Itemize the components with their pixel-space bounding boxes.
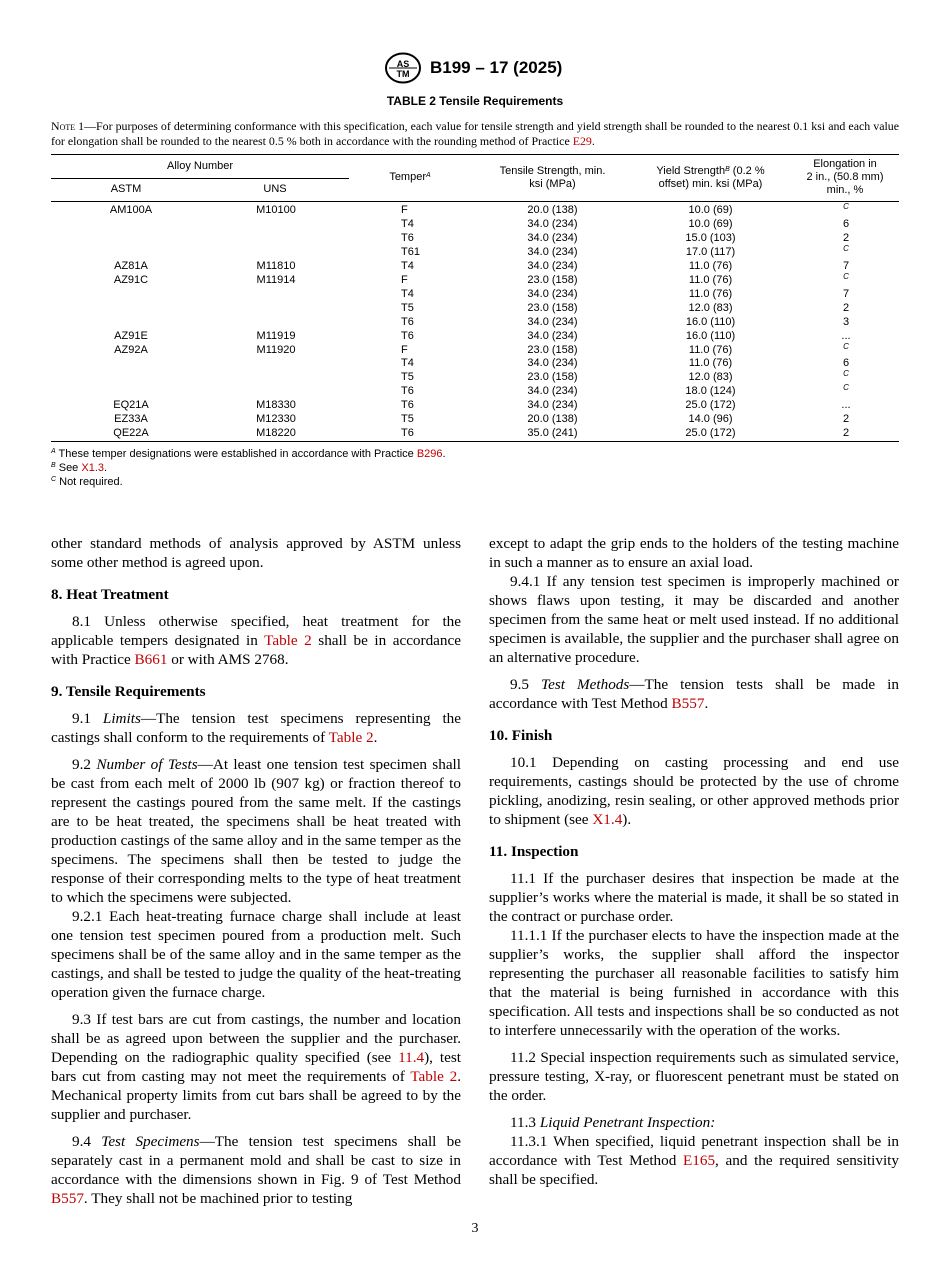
header-yield: Yield Strength$^B$ (0.2 % offset) min. ksi (MPa) [656, 165, 765, 190]
astm-logo [383, 52, 423, 84]
table-footnotes [51, 447, 899, 489]
table-row [51, 287, 899, 301]
header-elongation: Elongation in 2 in., (50.8 mm) min., % [806, 158, 884, 196]
cell-yield: 11.0 (76) [688, 273, 733, 286]
cell-astm: AZ91E [114, 329, 148, 342]
cell-astm: EQ21A [113, 399, 149, 412]
cell-elong: C [843, 271, 849, 281]
footnote-a: $^A$ These temper designations were established in accordance with Practice B296. [51, 448, 446, 460]
cell-tensile: 20.0 (138) [527, 204, 578, 216]
cell-temper: T61 [401, 245, 420, 258]
cell-yield: 10.0 (69) [688, 204, 733, 216]
cell-elong: 7 [842, 287, 850, 300]
cell-uns: M11914 [256, 273, 296, 286]
cell-tensile: 34.0 (234) [527, 217, 578, 230]
paragraph-11-1: 11.1 If the purchaser desires that inspection be made at the supplier’s works where the material is made, it shall be so stated in the contract or purchase order. [489, 870, 899, 925]
paragraph-9-2: 9.2 Number of Tests—At least one tension test specimen shall be cast from each melt of 2000 lb (907 kg) or fraction thereof to represent the castings poured from the same melt. If the castings are to be heat treated, the specimens shall be heat treated with production castings of the same alloy and in the same temper as the specimens. The specimens shall then be tested to judge the response of their corresponding melts to the type of heat treatment to which the specimens were subjected. [51, 756, 461, 906]
cell-elong: 6 [842, 217, 850, 230]
cell-yield: 14.0 (96) [688, 413, 733, 426]
svg-text:TM: TM [396, 69, 410, 79]
link-table-2[interactable]: Table 2 [328, 729, 374, 746]
paragraph-10-1: 10.1 Depending on casting processing and end use requirements, castings should be protected by the use of chrome pickling, anodizing, resin sealing, or other approved methods prior to shipment (see X1.4). [489, 754, 899, 828]
cell-elong: C [843, 341, 849, 351]
link-table-2[interactable]: Table 2 [264, 632, 312, 649]
cell-yield: 25.0 (172) [685, 427, 736, 440]
footnote-c: $^C$ Not required. [51, 476, 123, 488]
cell-yield: 11.0 (76) [688, 287, 733, 300]
cell-elong: C [843, 383, 849, 393]
left-column [51, 534, 461, 1208]
table-row [51, 329, 899, 343]
section-9-heading: 9. Tensile Requirements [51, 683, 206, 700]
link-b557[interactable]: B557 [51, 1190, 84, 1207]
cell-uns: M18330 [256, 399, 296, 412]
cell-tensile: 34.0 (234) [527, 399, 578, 412]
paragraph-11-3-1: 11.3.1 When specified, liquid penetrant inspection shall be in accordance with Test Method E165, and the required sensitivity shall be specified. [489, 1133, 899, 1188]
paragraph-continuation: other standard methods of analysis approved by ASTM unless some other method is agreed upon. [51, 535, 461, 571]
cell-elong: 2 [842, 231, 850, 244]
cell-elong: C [843, 243, 849, 253]
cell-temper: F [401, 343, 408, 356]
paragraph-11-2: 11.2 Special inspection requirements such as simulated service, pressure testing, X-ray, or fluorescent penetrant must be stated on the order. [489, 1049, 899, 1104]
cell-elong: 2 [842, 301, 850, 314]
cell-tensile: 34.0 (234) [527, 357, 578, 370]
section-11-heading: 11. Inspection [489, 843, 579, 860]
cell-temper: T6 [401, 385, 414, 398]
cell-temper: T5 [401, 301, 414, 314]
cell-temper: F [401, 273, 408, 286]
link-11-4[interactable]: 11.4 [398, 1049, 425, 1066]
cell-yield: 16.0 (110) [685, 315, 736, 328]
table-top-rule [51, 154, 899, 155]
link-table-2[interactable]: Table 2 [410, 1068, 458, 1085]
paragraph-9-5: 9.5 Test Methods—The tension tests shall be made in accordance with Test Method B557. [489, 676, 899, 712]
right-column [489, 534, 899, 1189]
cell-yield: 15.0 (103) [685, 231, 736, 244]
cell-temper: T6 [401, 329, 414, 342]
section-10-heading: 10. Finish [489, 727, 553, 744]
table-row [51, 273, 899, 287]
table-row [51, 412, 899, 426]
page-header [0, 52, 950, 86]
cell-elong: C [843, 369, 849, 379]
link-e165[interactable]: E165 [682, 1152, 716, 1169]
note-text: —For purposes of determining conformance with this specification, each value for tensile strength and yield strength shall be rounded to the nearest 0.1 ksi and each value for elongation shall be rounded to the nearest 0.5 % both in accordance with the rounding method of Practice [51, 119, 899, 148]
page-number: 3 [471, 1221, 479, 1236]
table-row [51, 356, 899, 370]
cell-astm: AZ91C [113, 273, 149, 286]
table-row [51, 245, 899, 259]
cell-yield: 18.0 (124) [685, 385, 736, 398]
cell-tensile: 34.0 (234) [527, 231, 578, 244]
header-astm: ASTM [110, 183, 142, 195]
cell-temper: T6 [401, 315, 414, 328]
cell-tensile: 20.0 (138) [527, 413, 578, 426]
cell-tensile: 34.0 (234) [527, 329, 578, 342]
cell-uns: M11810 [256, 259, 296, 272]
cell-tensile: 34.0 (234) [527, 245, 578, 258]
cell-astm: AZ92A [114, 343, 148, 356]
cell-yield: 25.0 (172) [685, 399, 736, 412]
cell-uns: M11919 [256, 329, 296, 342]
cell-astm: EZ33A [114, 413, 148, 426]
cell-elong: ... [841, 399, 851, 412]
note-label: Note 1 [51, 119, 85, 133]
cell-elong: 6 [842, 357, 850, 370]
link-b557[interactable]: B557 [671, 695, 705, 712]
table-row [51, 398, 899, 412]
cell-uns: M10100 [256, 204, 296, 216]
cell-astm: AZ81A [114, 259, 148, 272]
table-row [51, 370, 899, 384]
table-row [51, 231, 899, 245]
document-designation: B199 – 17 (2025) [430, 58, 563, 77]
cell-yield: 10.0 (69) [688, 217, 733, 230]
cell-temper: T4 [401, 217, 414, 230]
paragraph-9-3: 9.3 If test bars are cut from castings, the number and location shall be as agreed upon between the supplier and the purchaser. Depending on the radiographic quality specified (see 11.4), test bars cut from casting may not meet the requirements of Table 2. Mechanical property limits from cut bars shall be agreed to by the supplier and purchaser. [51, 1011, 462, 1123]
cell-yield: 16.0 (110) [685, 329, 736, 342]
header-temper: Temper$^A$ [389, 171, 431, 183]
cell-yield: 11.0 (76) [688, 259, 733, 272]
cell-tensile: 34.0 (234) [527, 315, 578, 328]
cell-astm: AM100A [109, 204, 153, 216]
table-row [51, 217, 899, 231]
alloy-number-underline [51, 178, 349, 179]
table-row [51, 203, 899, 217]
paragraph-9-4: 9.4 Test Specimens—The tension test specimens shall be separately cast in a permanent mold and shall be cast to size in accordance with the dimensions shown in Fig. 9 of Test Method B557. They shall not be machined prior to testing [51, 1133, 462, 1207]
cell-tensile: 34.0 (234) [527, 287, 578, 300]
cell-elong: C [843, 202, 849, 211]
yield-footnote-ref: B [725, 166, 730, 173]
cell-yield: 11.0 (76) [688, 343, 733, 356]
table-row [51, 426, 899, 440]
paragraph-9-2-1: 9.2.1 Each heat-treating furnace charge shall include at least one tension test specimen poured from a production melt. Such specimens shall be of the same alloy and in the same temper as the castings, and shall be tested to judge the quality of the heat-treating operation given the furnace charge. [51, 908, 461, 1001]
temper-footnote-ref: A [426, 172, 431, 179]
cell-temper: T6 [401, 231, 414, 244]
paragraph-continuation: except to adapt the grip ends to the holders of the testing machine in such a manner as to ensure an axial load. [489, 535, 899, 571]
cell-astm: QE22A [113, 427, 149, 440]
cell-temper: T4 [401, 357, 414, 370]
cell-uns: M18220 [256, 427, 296, 440]
cell-temper: F [401, 204, 408, 216]
cell-tensile: 34.0 (234) [527, 259, 578, 272]
cell-tensile: 35.0 (241) [527, 427, 578, 440]
table-row [51, 301, 899, 315]
cell-elong: 2 [842, 427, 850, 440]
table-row [51, 259, 899, 273]
cell-elong: ... [841, 329, 851, 342]
link-b661[interactable]: B661 [134, 651, 168, 668]
header-uns: UNS [263, 183, 287, 195]
paragraph-8-1: 8.1 Unless otherwise specified, heat treatment for the applicable tempers designated in Table 2 shall be in accordance with Practice B661 or with AMS 2768. [51, 613, 461, 668]
cell-temper: T5 [401, 371, 414, 384]
cell-temper: T4 [401, 259, 414, 272]
table-row [51, 315, 899, 329]
paragraph-9-4-1: 9.4.1 If any tension test specimen is improperly machined or shows flaws upon testing, it may be discarded and another specimen from the same heat or melt used instead. If no additional specimen is available, the supplier and the purchaser shall agree on an alternative procedure. [489, 573, 899, 666]
cell-elong: 3 [842, 315, 850, 328]
link-x1-3[interactable]: X1.3 [81, 462, 104, 474]
footnote-b: $^B$ See X1.3. [51, 462, 108, 474]
cell-yield: 12.0 (83) [688, 371, 733, 384]
cell-uns: M12330 [256, 413, 296, 426]
cell-tensile: 23.0 (158) [527, 273, 578, 286]
cell-tensile: 23.0 (158) [527, 301, 578, 314]
table-header-rule [51, 201, 899, 202]
cell-yield: 17.0 (117) [685, 245, 736, 258]
cell-temper: T5 [401, 413, 414, 426]
cell-temper: T6 [401, 399, 414, 412]
cell-tensile: 34.0 (234) [527, 385, 578, 398]
paragraph-11-1-1: 11.1.1 If the purchaser elects to have the inspection made at the supplier’s works, the supplier shall afford the inspector representing the purchaser all reasonable facilities to satisfy him that the material is being furnished in accordance with this specification. All tests and inspections shall be so conducted as not to interfere unnecessarily with the operation of the works. [489, 927, 899, 1039]
cell-temper: T6 [401, 427, 414, 440]
table-row [51, 384, 899, 398]
section-8-heading: 8. Heat Treatment [51, 586, 169, 603]
cell-temper: T4 [401, 287, 414, 300]
table-row [51, 343, 899, 357]
link-b296[interactable]: B296 [416, 448, 443, 460]
link-e29[interactable]: E29 [572, 134, 592, 148]
cell-tensile: 23.0 (158) [527, 371, 578, 384]
table-bottom-rule [51, 441, 899, 442]
header-alloy-number: Alloy Number [166, 160, 234, 172]
cell-elong: 7 [842, 259, 850, 272]
paragraph-11-3: 11.3 Liquid Penetrant Inspection: [510, 1114, 716, 1131]
note-end: . [591, 134, 595, 148]
cell-elong: 2 [842, 413, 850, 426]
link-x1-4[interactable]: X1.4 [592, 811, 623, 828]
header-tensile: Tensile Strength, min. ksi (MPa) [499, 165, 606, 190]
cell-yield: 12.0 (83) [688, 301, 733, 314]
cell-yield: 11.0 (76) [688, 357, 733, 370]
table-note [51, 119, 899, 149]
table-title: TABLE 2 Tensile Requirements [386, 94, 564, 108]
cell-uns: M11920 [256, 343, 296, 356]
cell-tensile: 23.0 (158) [527, 343, 578, 356]
svg-text:AS: AS [396, 59, 410, 69]
paragraph-9-1: 9.1 Limits—The tension test specimens representing the castings shall conform to the requirements of Table 2. [51, 710, 461, 746]
